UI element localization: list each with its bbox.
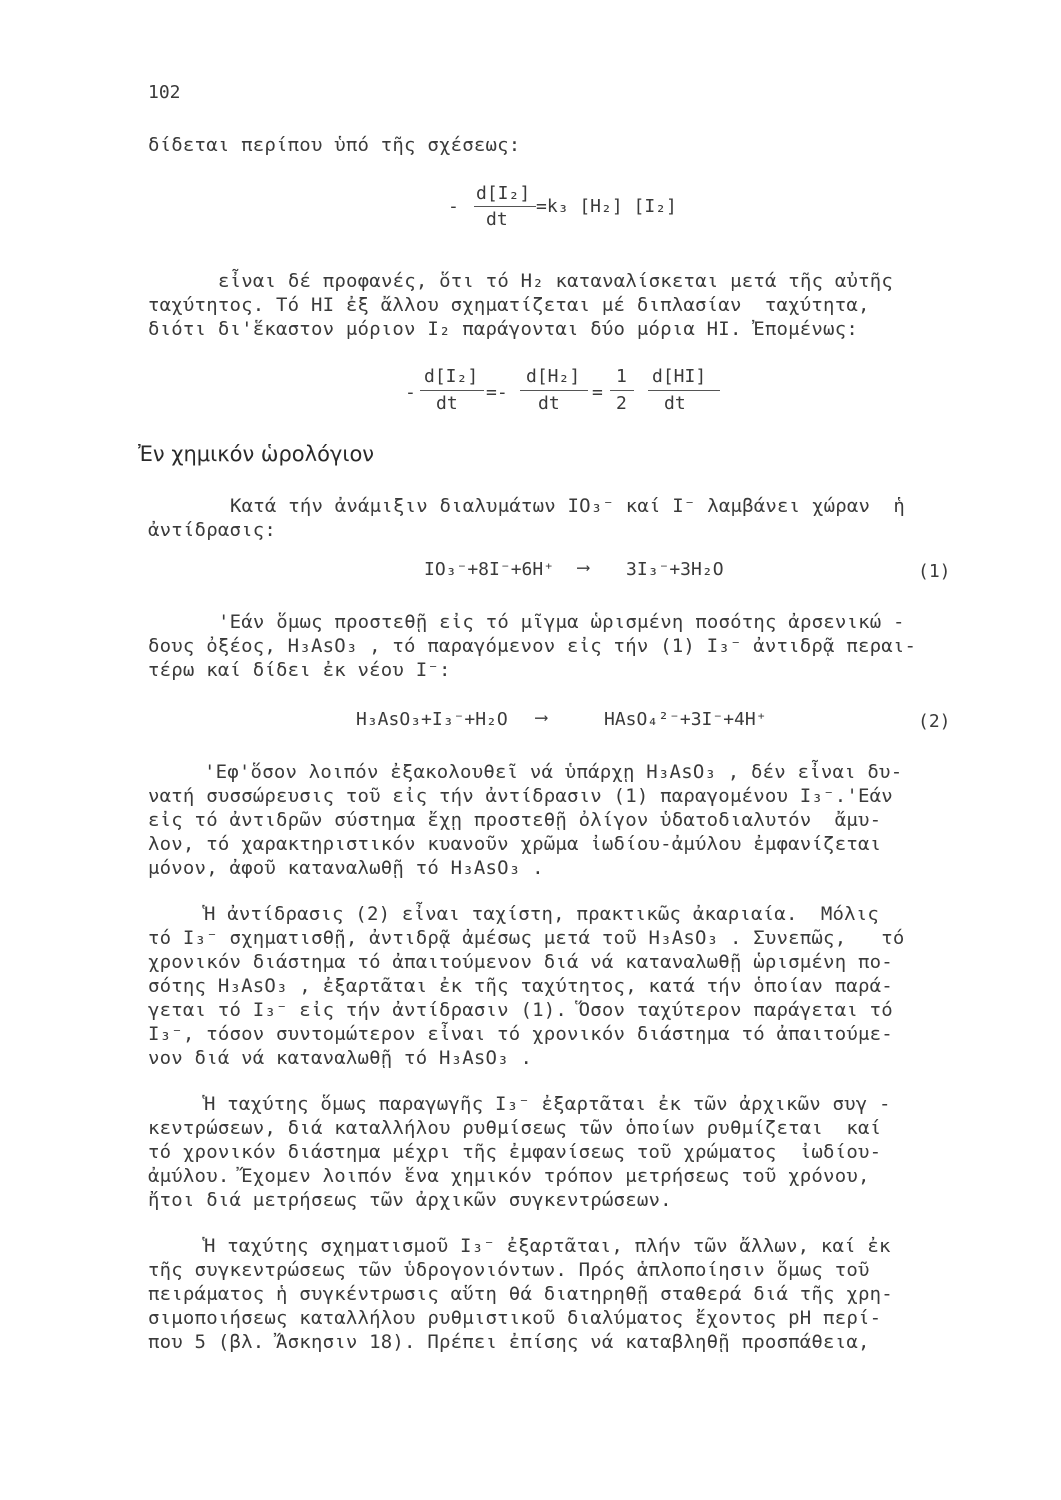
eq-ratio-term4-num: d[HI]: [652, 366, 707, 387]
text-line: κεντρώσεων, διά καταλλήλου ρυθμίσεως τῶν ὁποίων ρυθμίζεται καί: [148, 1117, 882, 1139]
text-line: εἶναι δέ προφανές, ὅτι τό H₂ καταναλίσκεται μετά τῆς αὐτῆς: [218, 270, 894, 292]
text-line: διότι δι'ἕκαστον μόριον I₂ παράγονται δύο μόρια HI. Ἐπομένως:: [148, 318, 858, 340]
eq-ratio-term1-num: d[I₂]: [424, 366, 479, 387]
text-line: που 5 (βλ. Ἄσκησιν 18). Πρέπει ἐπίσης νά καταβληθῇ προσπάθεια,: [148, 1331, 870, 1353]
text-line: δίδεται περίπου ὑπό τῆς σχέσεως:: [148, 134, 521, 156]
eq-ratio-term2-num: d[H₂]: [526, 366, 581, 387]
eq-ratio-sign: -: [405, 382, 416, 403]
reaction2-label: (2): [918, 711, 951, 732]
eq-rate-rhs: =k₃ [H₂] [I₂]: [536, 196, 677, 217]
text-line: ταχύτητος. Τό HI ἐξ ἄλλου σχηματίζεται μέ διπλασίαν ταχύτητα,: [148, 294, 870, 316]
text-line: I₃⁻, τόσον συντομώτερον εἶναι τό χρονικόν διάστημα τό ἀπαιτούμε-: [148, 1023, 893, 1045]
eq-rate-minus: -: [448, 196, 459, 217]
text-line: τέρω καί δίδει ἐκ νέου I⁻:: [148, 659, 451, 681]
eq-ratio-eq1: =-: [486, 382, 508, 403]
reaction1-lhs: IO₃⁻+8I⁻+6H⁺: [424, 559, 555, 580]
text-line: χρονικόν διάστημα τό ἀπαιτούμενον διά νά καταναλωθῇ ὡρισμένη πο-: [148, 951, 893, 973]
text-line: Ἡ ταχύτης σχηματισμοῦ I₃⁻ ἐξαρτᾶται, πλήν τῶν ἄλλων, καί ἐκ: [204, 1235, 891, 1257]
fraction-bar: [520, 390, 588, 391]
text-line: νον διά νά καταναλωθῇ τό H₃AsO₃ .: [148, 1047, 533, 1069]
fraction-bar: [610, 390, 634, 391]
text-line: πειράματος ἡ συγκέντρωσις αὕτη θά διατηρηθῇ σταθερά διά τῆς χρη-: [148, 1283, 893, 1305]
eq-ratio-term2-den: dt: [538, 393, 560, 414]
text-line: 'Εάν ὅμως προστεθῇ εἰς τό μῖγμα ὡρισμένη ποσότης ἀρσενικώ -: [218, 611, 905, 633]
eq-ratio-term4-den: dt: [664, 393, 686, 414]
text-line: ἤτοι διά μετρήσεως τῶν ἀρχικῶν συγκεντρώσεων.: [148, 1189, 672, 1211]
text-line: 'Εφ'ὅσον λοιπόν ἐξακολουθεῖ νά ὑπάρχῃ H₃AsO₃ , δέν εἶναι δυ-: [204, 761, 903, 783]
text-line: σότης H₃AsO₃ , ἐξαρτᾶται ἐκ τῆς ταχύτητος, κατά τήν ὁποίαν παρά-: [148, 975, 893, 997]
text-line: τό I₃⁻ σχηματισθῇ, ἀντιδρᾷ ἀμέσως μετά τοῦ H₃AsO₃ . Συνεπῶς, τό: [148, 927, 905, 949]
text-line: λον, τό χαρακτηριστικόν κυανοῦν χρῶμα ἰωδίου-ἀμύλου ἐμφανίζεται: [148, 833, 882, 855]
reaction1-label: (1): [918, 561, 951, 582]
text-line: τῆς συγκεντρώσεως τῶν ὑδρογονιόντων. Πρός ἁπλοποίησιν ὅμως τοῦ: [148, 1259, 870, 1281]
reaction1-rhs: 3I₃⁻+3H₂O: [626, 559, 724, 580]
page-number: 102: [148, 82, 181, 103]
eq-rate-denominator: dt: [486, 209, 508, 230]
text-line: δους ὀξέος, H₃AsO₃ , τό παραγόμενον εἰς τήν (1) I₃⁻ ἀντιδρᾷ περαι-: [148, 635, 917, 657]
text-line: ἀμύλου. Ἔχομεν λοιπόν ἕνα χημικόν τρόπον μετρήσεως τοῦ χρόνου,: [148, 1165, 870, 1187]
fraction-bar: [474, 206, 536, 207]
fraction-bar: [648, 390, 720, 391]
eq-rate-numerator: d[I₂]: [476, 183, 531, 204]
text-line: σιμοποιήσεως καταλλήλου ρυθμιστικοῦ διαλύματος ἔχοντος pH περί-: [148, 1307, 882, 1329]
text-line: νατή συσσώρευσις τοῦ εἰς τήν ἀντίδρασιν (1) παραγομένου I₃⁻.'Εάν: [148, 785, 893, 807]
eq-ratio-eq2: =: [592, 382, 603, 403]
reaction2-rhs: HAsO₄²⁻+3I⁻+4H⁺: [604, 709, 767, 730]
text-line: Ἡ ἀντίδρασις (2) εἶναι ταχίστη, πρακτικῶς ἀκαριαία. Μόλις: [204, 903, 880, 925]
text-line: Ἡ ταχύτης ὅμως παραγωγῆς I₃⁻ ἐξαρτᾶται ἐκ τῶν ἀρχικῶν συγ -: [204, 1093, 891, 1115]
text-line: ἀντίδρασις:: [148, 519, 277, 541]
eq-ratio-term1-den: dt: [436, 393, 458, 414]
text-line: γεται τό I₃⁻ εἰς τήν ἀντίδρασιν (1). Ὅσον ταχύτερον παράγεται τό: [148, 999, 893, 1021]
text-line: Κατά τήν ἀνάμιξιν διαλυμάτων IO₃⁻ καί I⁻ λαμβάνει χώραν ἡ: [230, 495, 906, 517]
reaction2-lhs: H₃AsO₃+I₃⁻+H₂O: [356, 709, 508, 730]
fraction-bar: [420, 390, 484, 391]
section-heading: Ἐν χημικόν ὡρολόγιον: [138, 442, 375, 466]
text-line: εἰς τό ἀντιδρῶν σύστημα ἔχῃ προστεθῇ ὀλίγον ὑδατοδιαλυτόν ἄμυ-: [148, 809, 882, 831]
text-line: τό χρονικόν διάστημα μέχρι τῆς ἐμφανίσεως τοῦ χρώματος ἰωδίου-: [148, 1141, 882, 1163]
reaction2-arrow: ⟶: [536, 707, 547, 728]
eq-ratio-term3-num: 1: [616, 366, 627, 387]
text-line: μόνον, ἀφοῦ καταναλωθῇ τό H₃AsO₃ .: [148, 857, 544, 879]
reaction1-arrow: ⟶: [578, 557, 589, 578]
eq-ratio-term3-den: 2: [616, 393, 627, 414]
